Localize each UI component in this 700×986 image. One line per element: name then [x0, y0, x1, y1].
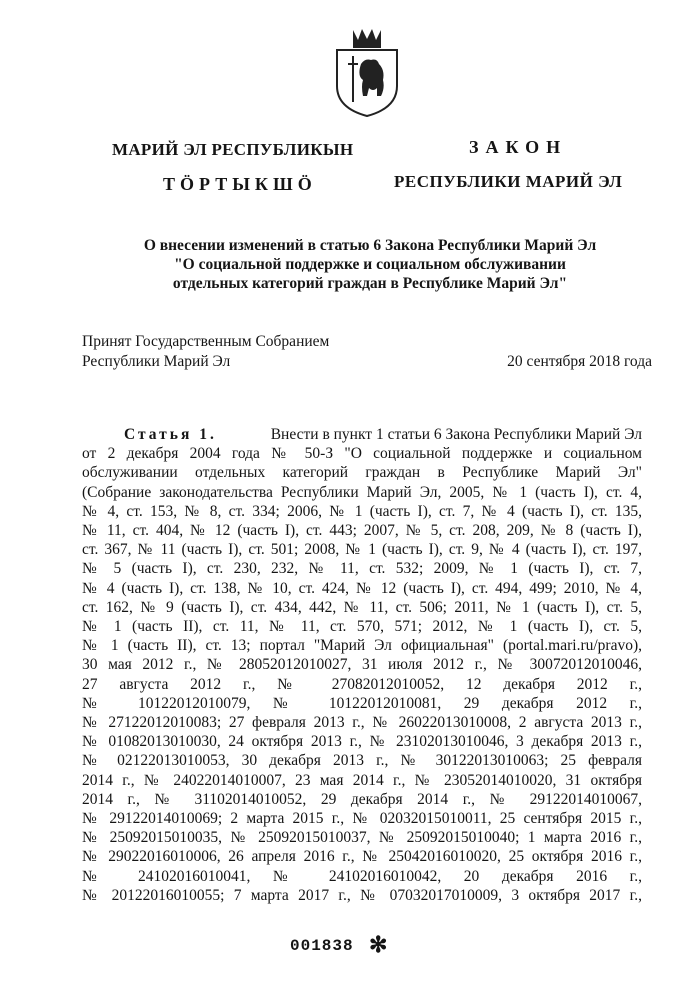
- article-first-line: [82, 425, 642, 444]
- article-line: № 25092015010035, № 25092015010037, № 25092015010040; 1 марта 2016 г.,: [82, 829, 642, 847]
- article-line: № 24102016010041, № 24102016010042, 20 декабря 2016 г.,: [82, 867, 642, 885]
- document-serial-number: 001838: [290, 937, 354, 955]
- article-line: (Собрание законодательства Республики Марий Эл, 2005, № 1 (часть I), ст. 4,: [82, 483, 642, 501]
- law-word-russian: ЗАКОН: [469, 137, 568, 157]
- article-line: 2014 г., № 24022014010007, 23 мая 2014 г., № 23052014010020, 31 октября: [82, 771, 642, 789]
- article-line: № 5 (часть I), ст. 230, 232, № 11, ст. 532; 2009, № 1 (часть I), ст. 7,: [82, 560, 642, 578]
- law-word-mari: ТӦРТЫКШӦ: [163, 174, 317, 194]
- article-line: № 01082013010030, 24 октября 2013 г., № 23102013010046, 3 декабря 2013 г.,: [82, 733, 642, 751]
- republic-name-mari: МАРИЙ ЭЛ РЕСПУБЛИКЫН: [112, 140, 354, 159]
- article-line: Внести в пункт 1 статьи 6 Закона Республики Марий Эл: [270, 426, 642, 443]
- article-line: № 02122013010053, 30 декабря 2013 г., № 30122013010063; 25 февраля: [82, 752, 642, 770]
- article-line: № 29122014010069; 2 марта 2015 г., № 02032015010011, 25 сентября 2015 г.,: [82, 810, 642, 828]
- law-title-line: О внесении изменений в статью 6 Закона Республики Марий Эл: [143, 237, 597, 254]
- article-heading: Статья 1.: [124, 426, 217, 443]
- adopted-by-line: Принят Государственным Собранием: [82, 333, 330, 350]
- adopted-by-line: Республики Марий Эл: [82, 353, 231, 370]
- article-line: ст. 367, № 11 (часть I), ст. 501; 2008, № 1 (часть I), ст. 9, № 4 (часть I), ст. 197,: [82, 541, 642, 559]
- article-line: от 2 декабря 2004 года № 50-З "О социальной поддержке и социальном: [82, 445, 642, 463]
- article-line: № 29022016010006, 26 апреля 2016 г., № 25042016010020, 25 октября 2016 г.,: [82, 848, 642, 866]
- asterisk-icon: ✻: [369, 932, 388, 957]
- article-line: № 20122016010055; 7 марта 2017 г., № 07032017010009, 3 октября 2017 г.,: [82, 886, 642, 904]
- article-line: 30 мая 2012 г., № 28052012010027, 31 июля 2012 г., № 30072012010046,: [82, 656, 642, 674]
- adoption-block: [82, 332, 652, 372]
- article-1: [82, 425, 642, 905]
- article-line: 27 августа 2012 г., № 27082012010052, 12 декабря 2012 г.,: [82, 675, 642, 693]
- article-line: № 1 (часть II), ст. 13; портал "Марий Эл официальная" (portal.mari.ru/pravo),: [82, 637, 642, 655]
- adoption-date: 20 сентября 2018 года: [507, 353, 652, 370]
- article-line: № 4, ст. 153, № 8, ст. 334; 2006, № 1 (часть I), ст. 7, № 4 (часть I), ст. 135,: [82, 502, 642, 520]
- article-line: № 27122012010083; 27 февраля 2013 г., № 26022013010008, 2 августа 2013 г.,: [82, 714, 642, 732]
- article-line: 2014 г., № 31102014010052, 29 декабря 2014 г., № 29122014010067,: [82, 790, 642, 808]
- article-line: ст. 162, № 9 (часть I), ст. 434, 442, № 11, ст. 506; 2011, № 1 (часть I), ст. 5,: [82, 598, 642, 616]
- article-line: обслуживании отдельных категорий граждан в Республике Марий Эл": [82, 464, 642, 482]
- article-line: № 11, ст. 404, № 12 (часть I), ст. 443; 2007, № 5, ст. 208, 209, № 8 (часть I),: [82, 522, 642, 540]
- coat-of-arms-icon: [331, 26, 403, 118]
- law-title-line: "О социальной поддержке и социальном обслуживании: [174, 256, 566, 273]
- article-line: № 10122012010079, № 10122012010081, 29 декабря 2012 г.,: [82, 694, 642, 712]
- article-line: № 4 (часть I), ст. 138, № 10, ст. 424, № 12 (часть I), ст. 494, 499; 2010, № 4,: [82, 579, 642, 597]
- article-line: № 1 (часть II), ст. 11, № 11, ст. 570, 571; 2012, № 1 (часть I), ст. 5,: [82, 618, 642, 636]
- law-title-line: отдельных категорий граждан в Республике Марий Эл": [172, 275, 568, 292]
- republic-name-russian: РЕСПУБЛИКИ МАРИЙ ЭЛ: [394, 172, 623, 191]
- law-title: [90, 236, 650, 293]
